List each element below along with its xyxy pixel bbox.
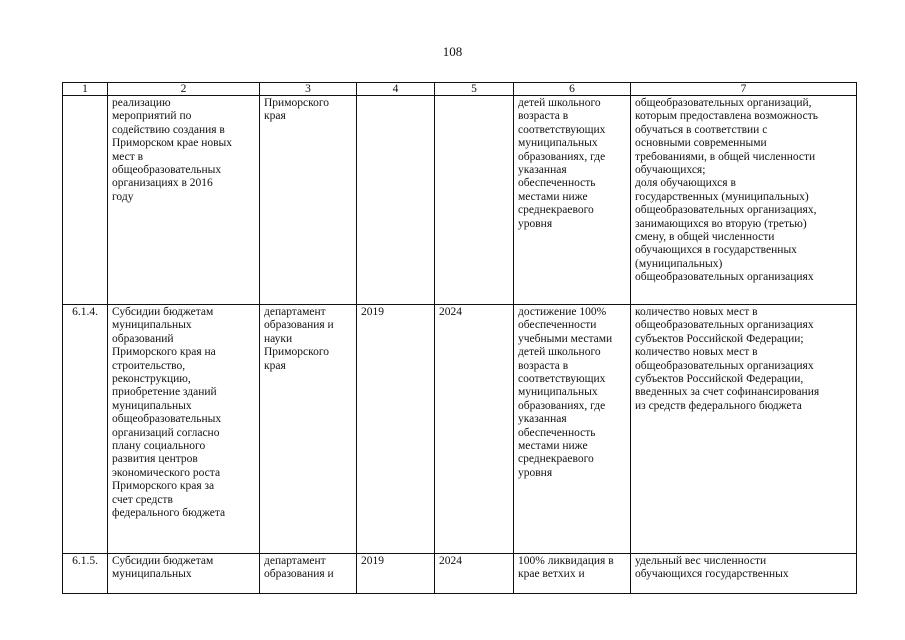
end-year: 2024 bbox=[435, 554, 514, 594]
header-cell: 2 bbox=[108, 83, 260, 96]
indicator: удельный вес численности обучающихся государственных bbox=[631, 554, 857, 594]
executor: Приморского края bbox=[260, 96, 357, 305]
table-header-row bbox=[63, 83, 857, 96]
executor: департамент образования и науки Приморского края bbox=[260, 305, 357, 554]
table-row bbox=[63, 96, 857, 305]
row-number: 6.1.4. bbox=[63, 305, 108, 554]
table-row bbox=[63, 554, 857, 594]
indicator: общеобразовательных организаций, которым предоставлена возможность обучаться в соответствии с основными современными требованиями, в общей численности обучающихся; доля обучающихся в государственных (муниципальных) общеобразовательных организациях, занимающихся во вторую (третью) смену, в общей численности обучающихся в государственных (муниципальных) общеобразовательных организациях bbox=[631, 96, 857, 305]
expected-result: детей школьного возраста в соответствующих муниципальных образованиях, где указанная обеспеченность местами ниже среднекраевого уровня bbox=[514, 96, 631, 305]
program-table bbox=[62, 82, 857, 594]
start-year: 2019 bbox=[357, 305, 435, 554]
expected-result: достижение 100% обеспеченности учебными местами детей школьного возраста в соответствующих муниципальных образованиях, где указанная обеспеченность местами ниже среднекраевого уровня bbox=[514, 305, 631, 554]
measure-name: реализацию мероприятий по содействию создания в Приморском крае новых мест в общеобразовательных организациях в 2016 году bbox=[108, 96, 260, 305]
page-number: 108 bbox=[442, 44, 463, 59]
indicator: количество новых мест в общеобразовательных организациях субъектов Российской Федерации; количество новых мест в общеобразовательных организациях субъектов Российской Федерации, введенных за счет софинансирования из средств федерального бюджета bbox=[631, 305, 857, 554]
executor: департамент образования и bbox=[260, 554, 357, 594]
measure-name: Субсидии бюджетам муниципальных образований Приморского края на строительство, реконструкцию, приобретение зданий муниципальных общеобразовательных организаций согласно плану социального развития центров экономического роста Приморского края за счет средств федерального бюджета bbox=[108, 305, 260, 554]
row-number: 6.1.5. bbox=[63, 554, 108, 594]
header-cell: 7 bbox=[631, 83, 857, 96]
end-year: 2024 bbox=[435, 305, 514, 554]
end-year bbox=[435, 96, 514, 305]
start-year: 2019 bbox=[357, 554, 435, 594]
row-number bbox=[63, 96, 108, 305]
header-cell: 4 bbox=[357, 83, 435, 96]
expected-result: 100% ликвидация в крае ветхих и bbox=[514, 554, 631, 594]
table-row bbox=[63, 305, 857, 554]
header-cell: 5 bbox=[435, 83, 514, 96]
start-year bbox=[357, 96, 435, 305]
header-cell: 3 bbox=[260, 83, 357, 96]
header-cell: 6 bbox=[514, 83, 631, 96]
measure-name: Субсидии бюджетам муниципальных bbox=[108, 554, 260, 594]
header-cell: 1 bbox=[63, 83, 108, 96]
